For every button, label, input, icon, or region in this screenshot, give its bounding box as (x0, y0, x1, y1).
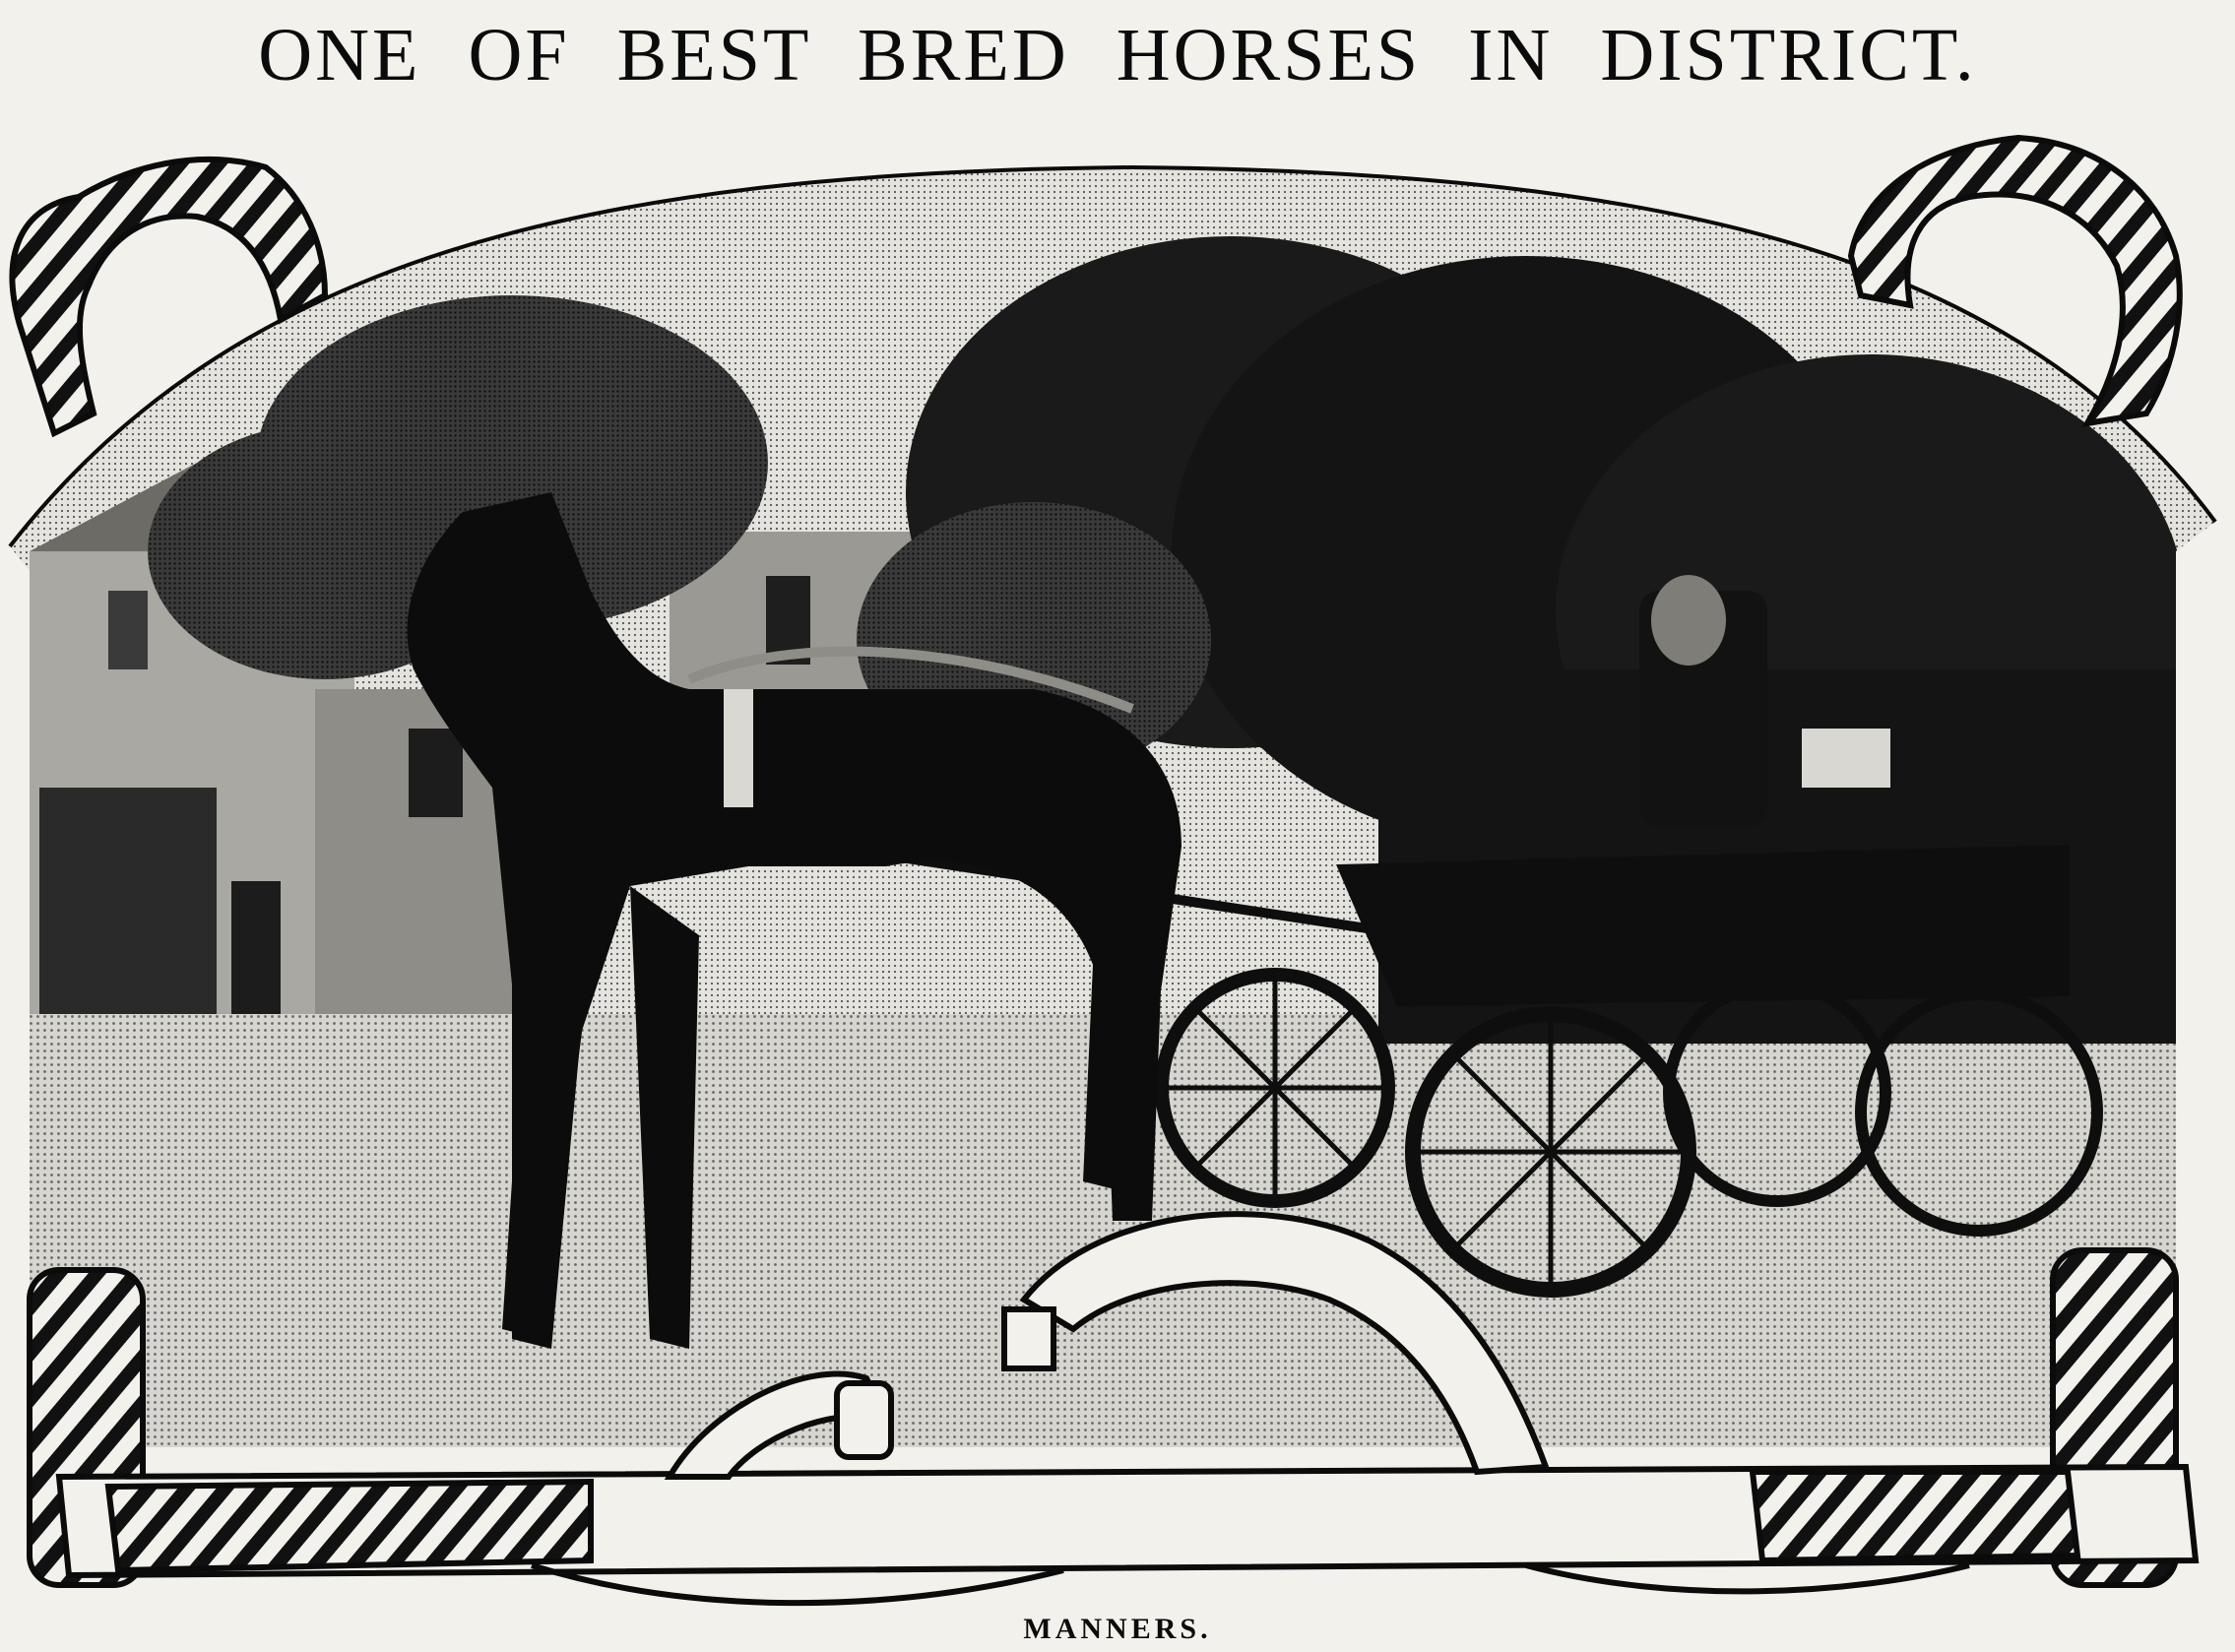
headline: ONE OF BEST BRED HORSES IN DISTRICT. (258, 14, 1977, 96)
caption: MANNERS. (1023, 1613, 1212, 1645)
